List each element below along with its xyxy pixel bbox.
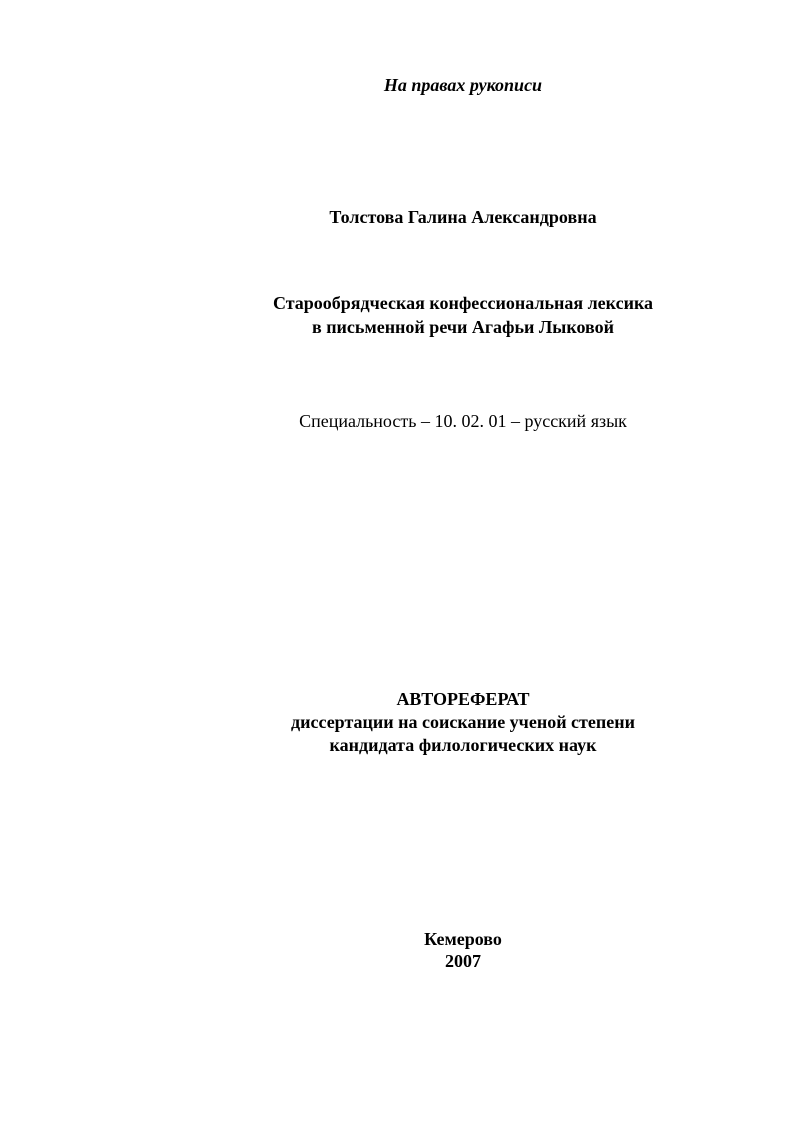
abstract-subtitle-line-1: диссертации на соискание ученой степени [291, 712, 635, 732]
author-name: Толстова Галина Александровна [329, 207, 597, 227]
abstract-heading: АВТОРЕФЕРАТ [396, 689, 530, 709]
manuscript-note: На правах рукописи [383, 75, 543, 95]
publication-year: 2007 [445, 951, 481, 971]
specialty-line: Специальность – 10. 02. 01 – русский язык [299, 411, 627, 431]
city-name: Кемерово [424, 929, 502, 949]
dissertation-title-line-2: в письменной речи Агафьи Лыковой [311, 317, 615, 337]
abstract-subtitle-line-2: кандидата филологических наук [329, 735, 597, 755]
dissertation-title-line-1: Старообрядческая конфессиональная лексика [272, 293, 654, 313]
